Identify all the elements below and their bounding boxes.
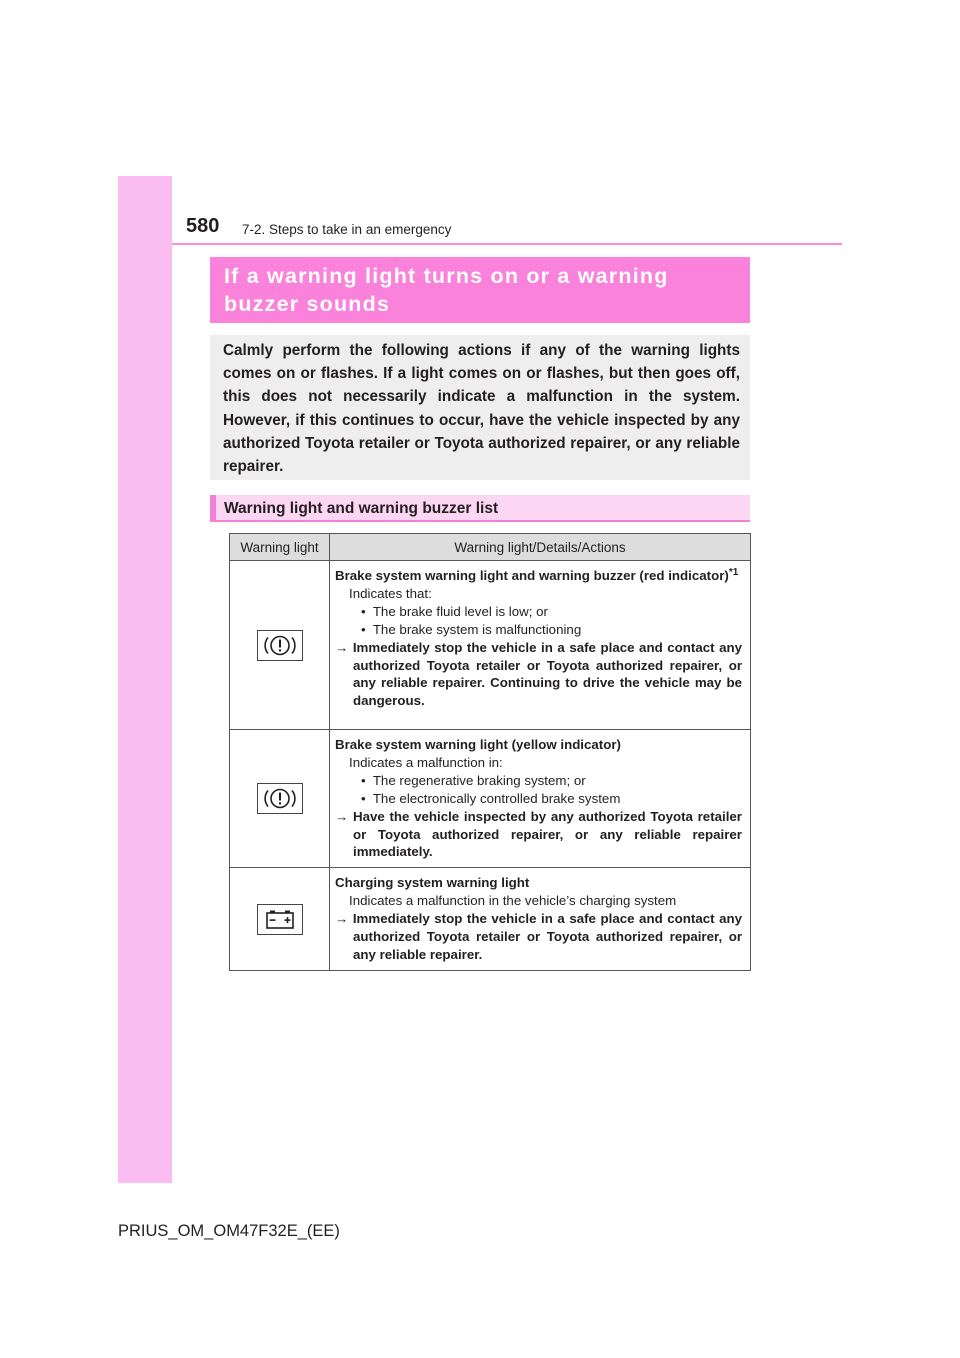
battery-icon [257,904,303,935]
detail-action [335,910,742,964]
detail-action-text: Have the vehicle inspected by any authorized Toyota retailer or Toyota authorized repairer, or any reliable repairer immediately. [352,808,742,860]
detail-title-text: Brake system warning light and warning buzzer (red indicator) [335,568,729,583]
brake-warning-icon [257,783,303,814]
detail-bullet: • The electronically controlled brake system [361,790,621,806]
warning-light-cell [230,868,330,971]
detail-action [335,639,742,711]
table-row [230,868,751,971]
warning-light-cell [230,561,330,730]
detail-title [335,567,742,585]
detail-action-text: Immediately stop the vehicle in a safe place and contact any authorized Toyota retailer or Toyota authorized repairer, or any reliable repairer. [352,911,742,962]
detail-title: Charging system warning light [335,875,530,891]
sub-heading [210,495,750,522]
sub-heading-text: Warning light and warning buzzer list [224,500,499,517]
arrow-icon: → [335,639,349,655]
details-cell [330,868,751,971]
detail-bullet: • The regenerative braking system; or [361,772,586,788]
page-number: 580 [186,215,220,237]
column-header-details: Warning light/Details/Actions [330,534,751,561]
detail-bullet-text: The brake system is malfunctioning [372,621,582,637]
sub-heading-marker [210,495,216,522]
detail-note: Indicates a malfunction in: [349,754,503,770]
page-title [210,257,750,323]
section-reference: 7-2. Steps to take in an emergency [242,222,452,237]
brake-warning-icon [257,630,303,661]
detail-note: Indicates that: [349,585,432,601]
page-title-line-1: If a warning light turns on or a warning [224,264,669,288]
column-header-warning-light: Warning light [230,534,330,561]
arrow-icon: → [335,911,349,927]
table-row [230,730,751,868]
detail-bullet: • The brake fluid level is low; or [361,603,548,619]
footnote-marker: *1 [728,567,739,578]
detail-bullet: • The brake system is malfunctioning [361,621,582,637]
detail-action [335,808,742,862]
side-color-strip [118,176,172,1183]
table-row [230,561,751,730]
detail-bullet-text: The electronically controlled brake system [372,790,621,806]
detail-action-text: Immediately stop the vehicle in a safe place and contact any authorized Toyota retailer or Toyota authorized repairer, or any reliable repairer. Continuing to drive the vehicle may be dangerous. [352,639,742,709]
detail-bullet-text: The regenerative braking system; or [372,772,586,788]
details-cell [330,561,751,730]
detail-bullet-text: The brake fluid level is low; or [372,603,548,619]
detail-title: Brake system warning light (yellow indicator) [335,737,621,752]
details-cell [330,730,751,868]
detail-note: Indicates a malfunction in the vehicle’s charging system [349,893,677,909]
intro-text: Calmly perform the following actions if any of the warning lights comes on or flashes. If a light comes on or flashes, but then goes off, this does not necessarily indicate a malfunction in the system. However, if this continues to occur, have the vehicle inspected by any authorized Toyota retailer or Toyota authorized repairer, or any reliable repairer. [223,342,740,476]
warning-light-table [229,533,751,971]
table-header-row [230,534,751,561]
intro-box [210,335,750,480]
arrow-icon: → [335,808,349,824]
footer-document-code: PRIUS_OM_OM47F32E_(EE) [118,1222,340,1240]
warning-light-cell [230,730,330,868]
page-title-line-2: buzzer sounds [224,292,391,316]
header-rule [172,243,842,245]
